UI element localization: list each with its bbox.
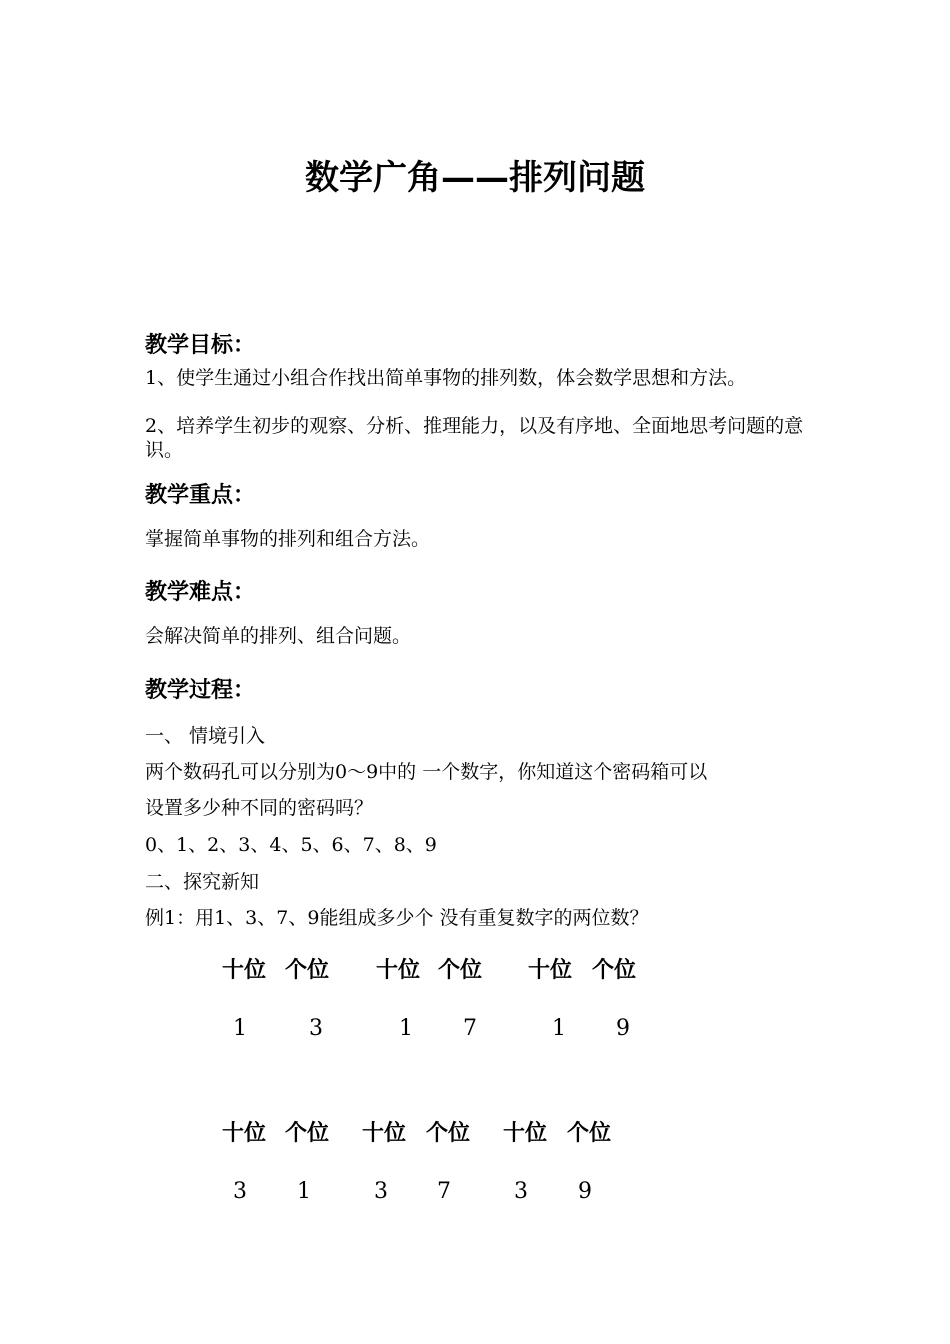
ones-digit: 9: [616, 1016, 630, 1041]
step-1-label: 一、 情境引入: [145, 725, 266, 747]
question-line-1: 两个数码孔可以分别为0～9中的 一个数字，你知道这个密码箱可以: [145, 761, 708, 783]
tens-digit: 3: [514, 1179, 528, 1204]
step-2-label: 二、探究新知: [145, 871, 260, 893]
ones-digit: 7: [463, 1016, 477, 1041]
tens-header: 十位: [528, 958, 573, 983]
process-heading: 教学过程：: [145, 678, 256, 703]
page-title: 数学广角——排列问题: [305, 158, 645, 198]
tens-header: 十位: [222, 958, 267, 983]
tens-header: 十位: [376, 958, 421, 983]
example-1-question: 例1：用1、3、7、9能组成多少个 没有重复数字的两位数？: [145, 907, 649, 929]
tens-digit: 1: [552, 1016, 566, 1041]
ones-header: 个位: [426, 1121, 471, 1146]
tens-digit: 1: [233, 1016, 247, 1041]
ones-digit: 9: [578, 1179, 592, 1204]
tens-digit: 3: [233, 1179, 247, 1204]
ones-digit: 1: [297, 1179, 311, 1204]
digit-list: 0、1、2、3、4、5、6、7、8、9: [145, 834, 437, 856]
tens-digit: 1: [399, 1016, 413, 1041]
focus-heading: 教学重点：: [145, 483, 256, 508]
ones-digit: 7: [437, 1179, 451, 1204]
ones-header: 个位: [567, 1121, 612, 1146]
difficulty-text: 会解决简单的排列、组合问题。: [145, 625, 412, 647]
ones-header: 个位: [285, 1121, 330, 1146]
focus-text: 掌握简单事物的排列和组合方法。: [145, 528, 431, 550]
ones-header: 个位: [438, 958, 483, 983]
tens-header: 十位: [362, 1121, 407, 1146]
goal-item-2: 2、培养学生初步的观察、分析、推理能力，以及有序地、全面地思考问题的意识。: [145, 415, 804, 461]
question-line-2: 设置多少种不同的密码吗？: [145, 797, 374, 819]
goal-item-1: 1、使学生通过小组合作找出简单事物的排列数，体会数学思想和方法。: [145, 367, 747, 389]
ones-digit: 3: [309, 1016, 323, 1041]
ones-header: 个位: [285, 958, 330, 983]
ones-header: 个位: [592, 958, 637, 983]
tens-header: 十位: [222, 1121, 267, 1146]
difficulty-heading: 教学难点：: [145, 580, 256, 605]
tens-header: 十位: [503, 1121, 548, 1146]
goals-heading: 教学目标：: [145, 333, 256, 358]
tens-digit: 3: [374, 1179, 388, 1204]
